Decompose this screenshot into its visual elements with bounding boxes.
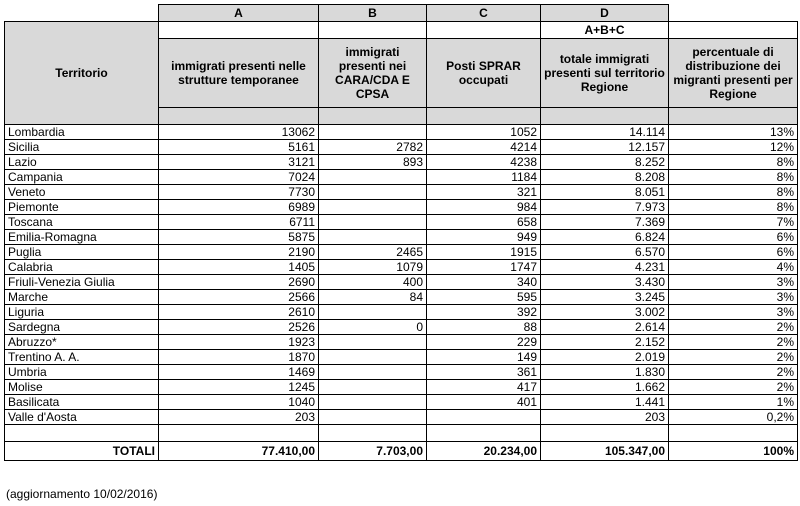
table-row (5, 170, 798, 185)
table-row (5, 335, 798, 350)
value-cara (319, 125, 427, 140)
total-cara: 7.703,00 (319, 442, 427, 461)
value-strutture: 1245 (159, 380, 319, 395)
value-sprar: 229 (427, 335, 541, 350)
value-totale: 2.614 (541, 320, 669, 335)
value-cara: 2782 (319, 140, 427, 155)
column-letter-a: A (159, 5, 319, 22)
value-percentuale: 13% (669, 125, 798, 140)
value-sprar (427, 410, 541, 425)
value-totale: 6.570 (541, 245, 669, 260)
value-strutture: 1040 (159, 395, 319, 410)
table-row (5, 320, 798, 335)
region-name: Lazio (5, 155, 159, 170)
region-name: Puglia (5, 245, 159, 260)
empty-cell (319, 425, 427, 442)
value-percentuale: 1% (669, 395, 798, 410)
value-percentuale: 3% (669, 290, 798, 305)
value-sprar: 392 (427, 305, 541, 320)
value-strutture: 203 (159, 410, 319, 425)
value-percentuale: 7% (669, 215, 798, 230)
value-sprar: 149 (427, 350, 541, 365)
column-letter-b: B (319, 5, 427, 22)
table-row (5, 230, 798, 245)
header-totale-immigrati: totale immigrati presenti sul territorio Regione (541, 39, 669, 108)
value-strutture: 7024 (159, 170, 319, 185)
value-cara (319, 170, 427, 185)
header-b-spacer (319, 22, 427, 39)
value-strutture: 1923 (159, 335, 319, 350)
region-name: Toscana (5, 215, 159, 230)
column-letter-c: C (427, 5, 541, 22)
table-row (5, 155, 798, 170)
totals-row (5, 442, 798, 461)
region-name: Sardegna (5, 320, 159, 335)
value-totale: 8.051 (541, 185, 669, 200)
value-cara (319, 395, 427, 410)
region-name: Molise (5, 380, 159, 395)
value-percentuale: 2% (669, 335, 798, 350)
value-cara (319, 200, 427, 215)
corner-cell (5, 5, 159, 22)
value-totale: 3.002 (541, 305, 669, 320)
value-cara (319, 215, 427, 230)
value-percentuale: 8% (669, 185, 798, 200)
value-cara (319, 410, 427, 425)
value-percentuale: 8% (669, 170, 798, 185)
value-strutture: 6989 (159, 200, 319, 215)
table-row (5, 410, 798, 425)
table-row (5, 305, 798, 320)
value-totale: 7.973 (541, 200, 669, 215)
header-immigrati-strutture: immigrati presenti nelle strutture temporanee (159, 39, 319, 108)
value-strutture: 2190 (159, 245, 319, 260)
empty-cell (427, 425, 541, 442)
value-sprar: 361 (427, 365, 541, 380)
table-row (5, 125, 798, 140)
value-cara: 1079 (319, 260, 427, 275)
value-totale: 1.662 (541, 380, 669, 395)
value-cara (319, 305, 427, 320)
region-name: Lombardia (5, 125, 159, 140)
value-totale: 12.157 (541, 140, 669, 155)
update-note: (aggiornamento 10/02/2016) (6, 487, 158, 501)
value-totale: 8.252 (541, 155, 669, 170)
value-cara: 893 (319, 155, 427, 170)
region-name: Sicilia (5, 140, 159, 155)
value-totale: 3.245 (541, 290, 669, 305)
value-sprar: 1915 (427, 245, 541, 260)
value-totale: 203 (541, 410, 669, 425)
value-cara (319, 230, 427, 245)
value-totale: 2.152 (541, 335, 669, 350)
header-immigrati-cara: immigrati presenti nei CARA/CDA E CPSA (319, 39, 427, 108)
value-percentuale: 6% (669, 230, 798, 245)
migrants-table (4, 4, 798, 461)
value-cara (319, 185, 427, 200)
value-cara: 84 (319, 290, 427, 305)
empty-cell (669, 425, 798, 442)
value-strutture: 7730 (159, 185, 319, 200)
value-totale: 4.231 (541, 260, 669, 275)
table-row (5, 215, 798, 230)
empty-cell (541, 425, 669, 442)
value-strutture: 2526 (159, 320, 319, 335)
value-sprar: 401 (427, 395, 541, 410)
value-sprar: 4214 (427, 140, 541, 155)
header-gap-b (319, 108, 427, 125)
value-strutture: 2610 (159, 305, 319, 320)
value-totale: 7.369 (541, 215, 669, 230)
header-posti-sprar: Posti SPRAR occupati (427, 39, 541, 108)
table-row (5, 290, 798, 305)
table-row (5, 140, 798, 155)
table-row (5, 350, 798, 365)
value-cara: 2465 (319, 245, 427, 260)
value-totale: 2.019 (541, 350, 669, 365)
value-cara (319, 335, 427, 350)
corner-cell-right (669, 5, 798, 22)
total-totale: 105.347,00 (541, 442, 669, 461)
value-strutture: 5875 (159, 230, 319, 245)
header-gap-c (427, 108, 541, 125)
header-percentuale: percentuale di distribuzione dei migranti presenti per Regione (669, 39, 798, 108)
value-totale: 1.441 (541, 395, 669, 410)
value-sprar: 949 (427, 230, 541, 245)
header-e-spacer (669, 22, 798, 39)
value-percentuale: 4% (669, 260, 798, 275)
value-sprar: 658 (427, 215, 541, 230)
value-percentuale: 8% (669, 155, 798, 170)
value-strutture: 2690 (159, 275, 319, 290)
value-percentuale: 2% (669, 320, 798, 335)
value-sprar: 984 (427, 200, 541, 215)
table-row (5, 200, 798, 215)
value-cara (319, 365, 427, 380)
value-percentuale: 6% (669, 245, 798, 260)
empty-row (5, 425, 798, 442)
header-gap-d (541, 108, 669, 125)
value-strutture: 13062 (159, 125, 319, 140)
value-strutture: 1469 (159, 365, 319, 380)
region-name: Valle d'Aosta (5, 410, 159, 425)
value-strutture: 2566 (159, 290, 319, 305)
value-sprar: 88 (427, 320, 541, 335)
totals-label: TOTALI (5, 442, 159, 461)
value-sprar: 4238 (427, 155, 541, 170)
value-cara: 0 (319, 320, 427, 335)
value-strutture: 5161 (159, 140, 319, 155)
region-name: Emilia-Romagna (5, 230, 159, 245)
value-sprar: 1184 (427, 170, 541, 185)
value-cara: 400 (319, 275, 427, 290)
header-territorio: Territorio (5, 22, 159, 125)
value-totale: 3.430 (541, 275, 669, 290)
region-name: Friuli-Venezia Giulia (5, 275, 159, 290)
table-row (5, 275, 798, 290)
column-letter-d: D (541, 5, 669, 22)
value-percentuale: 3% (669, 275, 798, 290)
total-sprar: 20.234,00 (427, 442, 541, 461)
table-row (5, 185, 798, 200)
value-sprar: 321 (427, 185, 541, 200)
value-percentuale: 0,2% (669, 410, 798, 425)
table-row (5, 365, 798, 380)
region-name: Marche (5, 290, 159, 305)
value-totale: 6.824 (541, 230, 669, 245)
value-totale: 14.114 (541, 125, 669, 140)
value-cara (319, 350, 427, 365)
value-strutture: 1870 (159, 350, 319, 365)
region-name: Basilicata (5, 395, 159, 410)
header-d-formula: A+B+C (541, 22, 669, 39)
empty-cell (159, 425, 319, 442)
value-strutture: 3121 (159, 155, 319, 170)
value-sprar: 595 (427, 290, 541, 305)
value-strutture: 1405 (159, 260, 319, 275)
header-c-spacer (427, 22, 541, 39)
header-gap-a (159, 108, 319, 125)
header-gap-e (669, 108, 798, 125)
region-name: Umbria (5, 365, 159, 380)
value-percentuale: 2% (669, 350, 798, 365)
region-name: Abruzzo* (5, 335, 159, 350)
table-row (5, 245, 798, 260)
value-percentuale: 12% (669, 140, 798, 155)
region-name: Liguria (5, 305, 159, 320)
value-sprar: 1747 (427, 260, 541, 275)
region-name: Piemonte (5, 200, 159, 215)
total-strutture: 77.410,00 (159, 442, 319, 461)
region-name: Trentino A. A. (5, 350, 159, 365)
value-totale: 1.830 (541, 365, 669, 380)
table-row (5, 380, 798, 395)
value-cara (319, 380, 427, 395)
value-sprar: 1052 (427, 125, 541, 140)
value-percentuale: 8% (669, 200, 798, 215)
value-totale: 8.208 (541, 170, 669, 185)
value-sprar: 340 (427, 275, 541, 290)
value-sprar: 417 (427, 380, 541, 395)
table-row (5, 260, 798, 275)
value-percentuale: 2% (669, 380, 798, 395)
table-row (5, 395, 798, 410)
region-name: Calabria (5, 260, 159, 275)
region-name: Campania (5, 170, 159, 185)
header-a-spacer (159, 22, 319, 39)
value-percentuale: 2% (669, 365, 798, 380)
value-strutture: 6711 (159, 215, 319, 230)
region-name: Veneto (5, 185, 159, 200)
value-percentuale: 3% (669, 305, 798, 320)
empty-cell (5, 425, 159, 442)
total-percentuale: 100% (669, 442, 798, 461)
